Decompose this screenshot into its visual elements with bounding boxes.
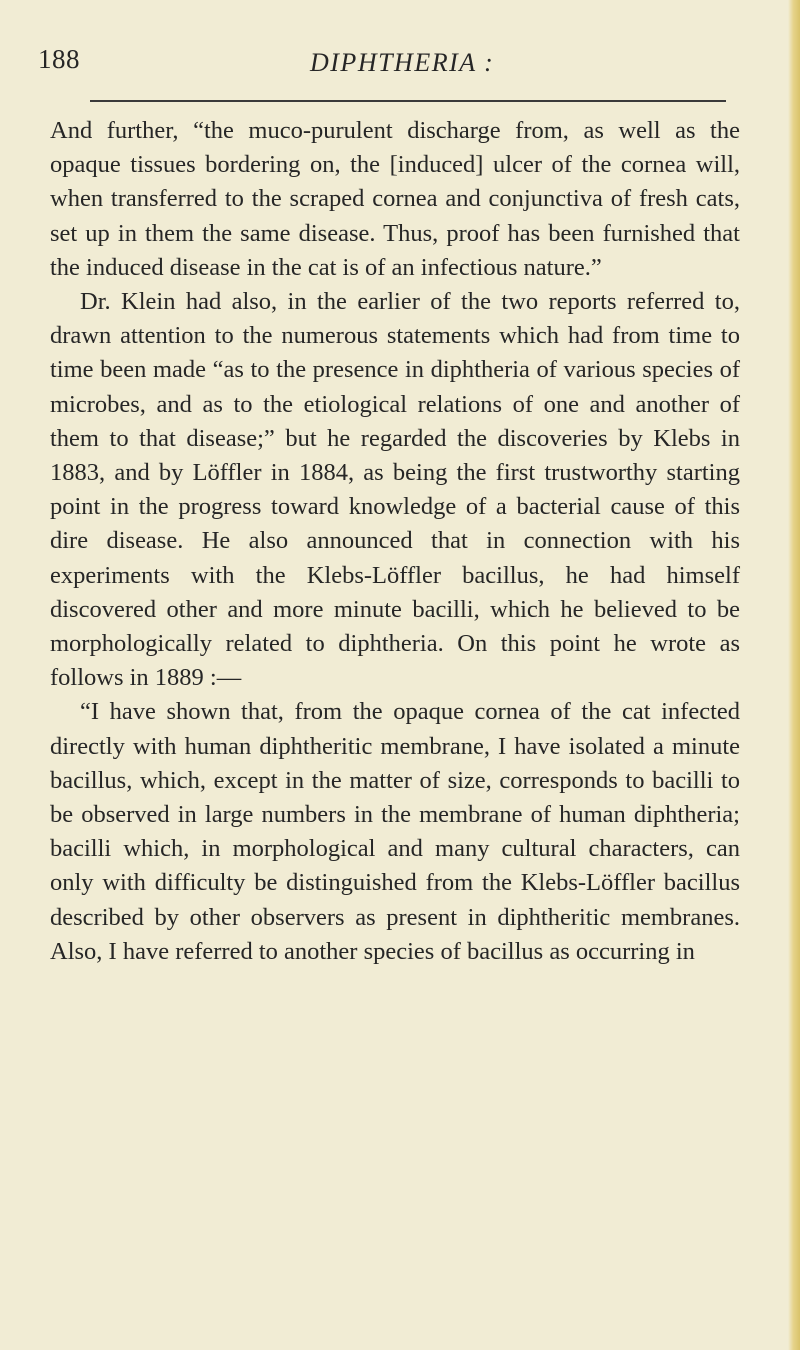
paragraph-quotation-continued: And further, “the muco-purulent discharge from, as well as the opaque tissues bordering on, the [induced] ulcer of the cornea will, when transferred to the scraped cornea and conjunctiva of fresh cats, set up in them the same disease. Thus, proof has been furnished that the induced disease in the cat is of an infectious nature.” xyxy=(50,117,740,281)
page-edge xyxy=(788,0,800,1350)
body-text xyxy=(50,114,740,969)
running-title: DIPHTHERIA : xyxy=(310,48,495,77)
header-rule xyxy=(90,100,726,102)
page-number: 188 xyxy=(38,44,80,74)
paragraph-klein-quotation: “I have shown that, from the opaque cornea of the cat infected directly with human diphtheritic membrane, I have isolated a minute bacillus, which, except in the matter of size, corresponds to bacilli to be observed in large numbers in the membrane of human diphtheria; bacilli which, in morphological and many cultural characters, can only with difficulty be distinguished from the Klebs-Löffler bacillus described by other observers as present in diphtheritic membranes. Also, I have referred to another species of bacillus as occurring in xyxy=(50,698,740,965)
paragraph-klein-reports: Dr. Klein had also, in the earlier of the two reports referred to, drawn attention to the numerous statements which had from time to time been made “as to the presence in diphtheria of various species of microbes, and as to the etiological relations of one and another of them to that disease;” but he regarded the discoveries by Klebs in 1883, and by Löffler in 1884, as being the first trustworthy starting point in the progress toward knowledge of a bacterial cause of this dire disease. He also announced that in connection with his experiments with the Klebs-Löffler bacillus, he had himself discovered other and more minute bacilli, which he believed to be morphologically related to diphtheria. On this point he wrote as follows in 1889 :— xyxy=(50,288,740,692)
